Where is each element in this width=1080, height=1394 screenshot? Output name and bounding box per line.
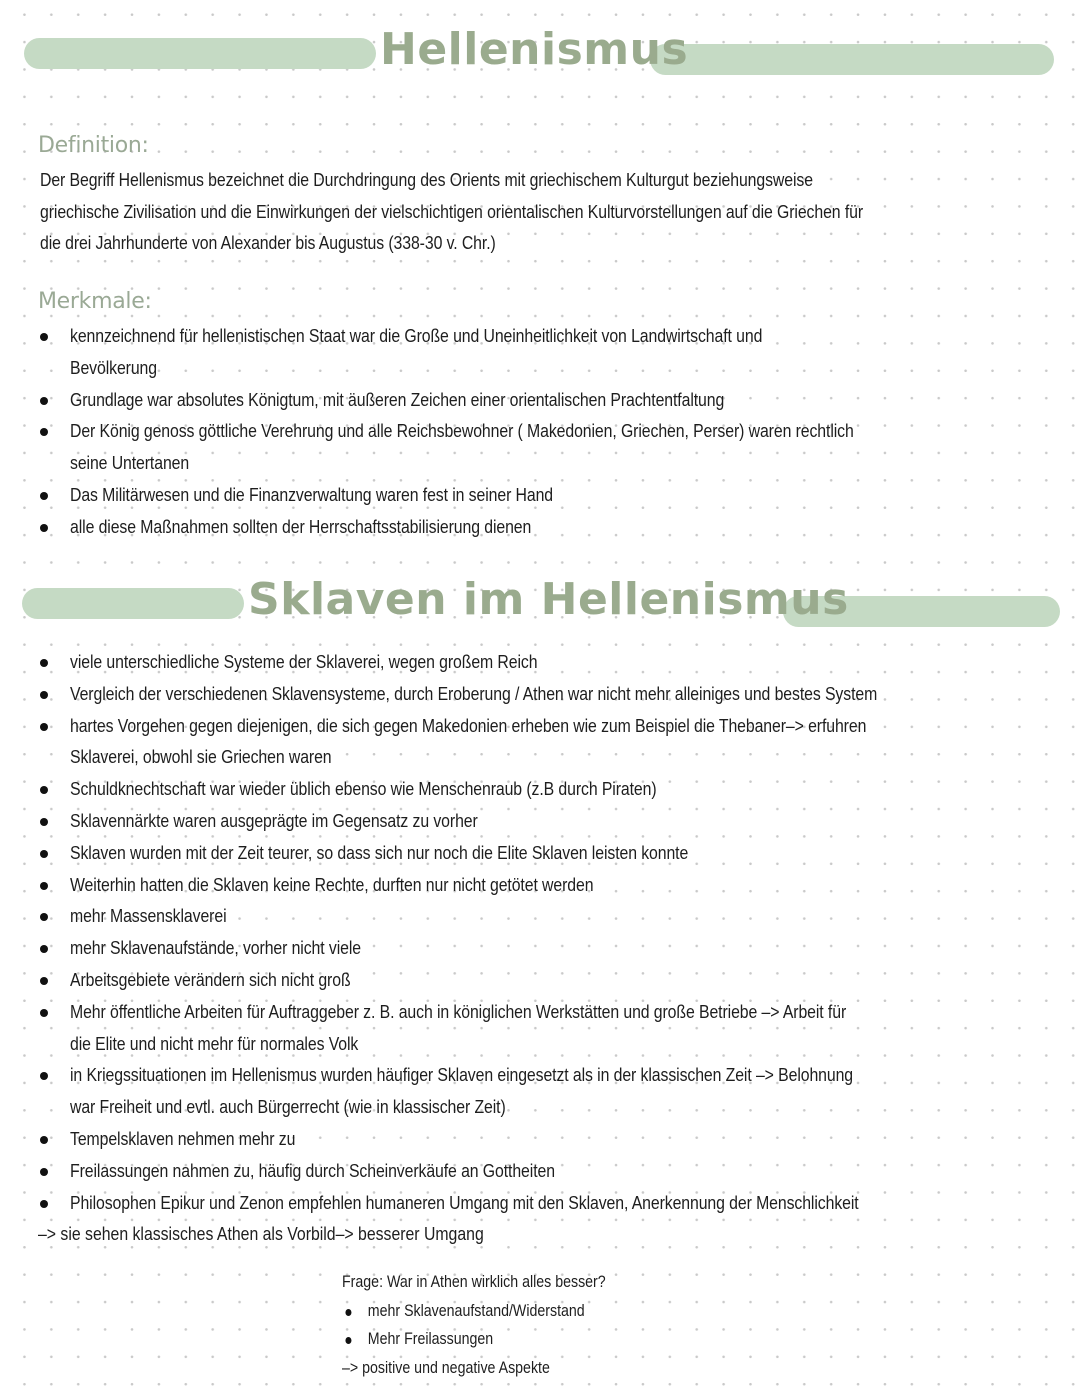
decorative-bar-left [24, 38, 376, 69]
bullet-icon [40, 850, 48, 858]
definition-label: Definition: [38, 133, 149, 158]
list-item: alle diese Maßnahmen sollten der Herrschaftsstabilisierung dienen [0, 511, 1080, 543]
conclusion-line: –> sie sehen klassisches Athen als Vorbild–> besserer Umgang [38, 1223, 484, 1244]
decorative-bar-left [22, 588, 244, 619]
bullet-icon [40, 333, 48, 341]
bullet-icon [40, 913, 48, 921]
definition-text [40, 164, 1038, 259]
list-item: kennzeichnend für hellenistischen Staat war die Große und Uneinheitlichkeit von Landwirtschaft und Bevölkerung [0, 320, 1080, 384]
bullet-icon [40, 659, 48, 667]
bullet-icon [40, 977, 48, 985]
bullet-icon [40, 945, 48, 953]
question-title: Frage: War in Athen wirklich alles besser? [342, 1273, 606, 1291]
bullet-icon [40, 1168, 48, 1176]
list-item: Mehr öffentliche Arbeiten für Auftraggeber z. B. auch in königlichen Werkstätten und große Betriebe –> Arbeit für die Elite und nicht mehr für normales Volk [0, 996, 1080, 1060]
bullet-icon [40, 882, 48, 890]
bullet-icon [40, 397, 48, 405]
page-title: Hellenismus [380, 24, 689, 75]
question-conclusion: –> positive und negative Aspekte [342, 1358, 550, 1377]
list-item: Philosophen Epikur und Zenon empfehlen humaneren Umgang mit den Sklaven, Anerkennung der Menschlichkeit [0, 1187, 1080, 1219]
bullet-icon [40, 818, 48, 826]
list-item: hartes Vorgehen gegen diejenigen, die sich gegen Makedonien erheben wie zum Beispiel die Thebaner–> erfuhren Sklaverei, obwohl sie Griechen waren [0, 710, 1080, 774]
slavery-points-list [0, 646, 1080, 1218]
bullet-icon [40, 1072, 48, 1080]
bullet-icon [345, 1337, 351, 1344]
bullet-icon [40, 786, 48, 794]
list-item: Sklavennärkte waren ausgeprägte im Gegensatz zu vorher [0, 805, 1080, 837]
bullet-icon [40, 524, 48, 532]
bullet-icon [40, 1136, 48, 1144]
features-list [0, 320, 1080, 543]
bullet-icon [40, 428, 48, 436]
list-item: Schuldknechtschaft war wieder üblich ebenso wie Menschenraub (z.B durch Piraten) [0, 773, 1080, 805]
list-item: Der König genoss göttliche Verehrung und alle Reichsbewohner ( Makedonien, Griechen, Perser) waren rechtlich seine Untertanen [0, 415, 1080, 479]
list-item: mehr Sklavenaufstände, vorher nicht viele [0, 932, 1080, 964]
list-item: mehr Sklavenaufstand/Widerstand [342, 1297, 606, 1326]
definition-line: Der Begriff Hellenismus bezeichnet die Durchdringung des Orients mit griechischem Kulturgut beziehungsweise [40, 169, 813, 190]
list-item: viele unterschiedliche Systeme der Sklaverei, wegen großem Reich [0, 646, 1080, 678]
list-item: Mehr Freilassungen [342, 1325, 606, 1354]
decorative-bar-right [650, 44, 1054, 75]
features-label: Merkmale: [38, 289, 152, 314]
definition-line: griechische Zivilisation und die Einwirkungen der vielschichtigen orientalischen Kulturvorstellungen auf die Griechen für [40, 200, 864, 222]
bullet-icon [40, 1009, 48, 1017]
list-item: Das Militärwesen und die Finanzverwaltung waren fest in seiner Hand [0, 479, 1080, 511]
list-item: Tempelsklaven nehmen mehr zu [0, 1123, 1080, 1155]
bullet-icon [40, 492, 48, 500]
question-box [342, 1268, 649, 1382]
definition-line: die drei Jahrhunderte von Alexander bis Augustus (338-30 v. Chr.) [40, 232, 496, 254]
section-title: Sklaven im Hellenismus [248, 574, 849, 625]
list-item: mehr Massensklaverei [0, 900, 1080, 932]
bullet-icon [345, 1309, 351, 1316]
list-item: Weiterhin hatten die Sklaven keine Rechte, durften nur nicht getötet werden [0, 869, 1080, 901]
bullet-icon [40, 1200, 48, 1208]
list-item: Vergleich der verschiedenen Sklavensysteme, durch Eroberung / Athen war nicht mehr alleiniges und bestes System [0, 678, 1080, 710]
list-item: Sklaven wurden mit der Zeit teurer, so dass sich nur noch die Elite Sklaven leisten konnte [0, 837, 1080, 869]
bullet-icon [40, 723, 48, 731]
list-item: Grundlage war absolutes Königtum, mit äußeren Zeichen einer orientalischen Prachtentfaltung [0, 384, 1080, 416]
list-item: Freilassungen nahmen zu, häufig durch Scheinverkäufe an Gottheiten [0, 1155, 1080, 1187]
bullet-icon [40, 691, 48, 699]
list-item: Arbeitsgebiete verändern sich nicht groß [0, 964, 1080, 996]
list-item: in Kriegssituationen im Hellenismus wurden häufiger Sklaven eingesetzt als in der klassischen Zeit –> Belohnung war Freiheit und evtl. auch Bürgerrecht (wie in klassischer Zeit) [0, 1059, 1080, 1123]
